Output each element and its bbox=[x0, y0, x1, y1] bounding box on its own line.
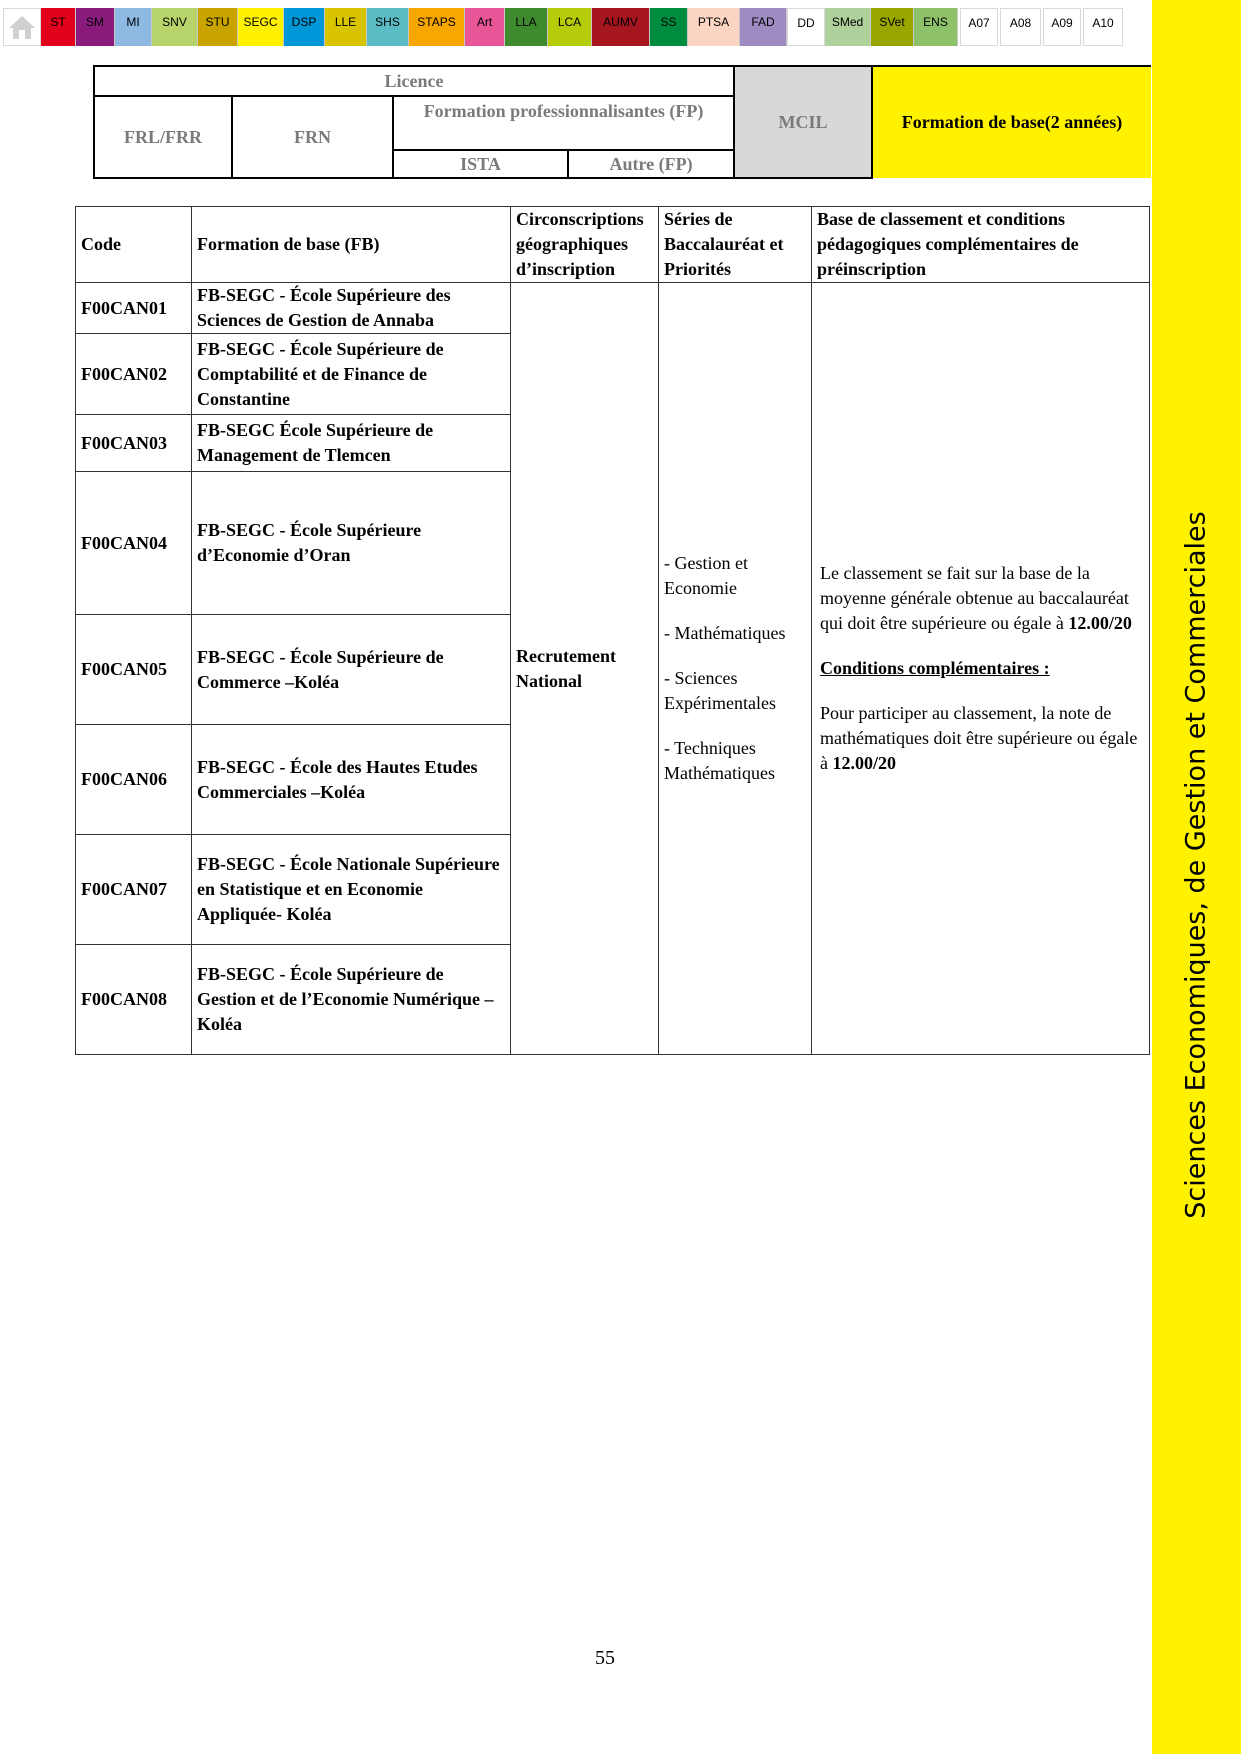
nav-tab-smed[interactable]: SMed bbox=[825, 8, 871, 46]
criteria-intro-paragraph bbox=[820, 561, 1144, 636]
ista-header: ISTA bbox=[393, 150, 568, 178]
table-header-row bbox=[76, 207, 1150, 283]
criteria-intro: Le classement se fait sur la base de la moyenne générale obtenue au baccalauréat qui doit être supérieure ou égale à bbox=[820, 563, 1129, 633]
nav-tab-ss[interactable]: SS bbox=[650, 8, 688, 46]
licence-header: Licence bbox=[94, 66, 734, 96]
nav-tab-art[interactable]: Art bbox=[465, 8, 505, 46]
nav-tab-dd[interactable]: DD bbox=[787, 8, 825, 46]
row-formation-name: FB-SEGC - École Supérieure de Commerce –Koléa bbox=[192, 615, 511, 725]
nav-tab-a10[interactable]: A10 bbox=[1083, 8, 1123, 46]
row-code: F00CAN01 bbox=[76, 283, 192, 334]
home-icon bbox=[7, 13, 37, 41]
conditions-paragraph bbox=[820, 701, 1144, 776]
row-formation-name: FB-SEGC - École des Hautes Etudes Commerciales –Koléa bbox=[192, 725, 511, 835]
nav-tab-mi[interactable]: MI bbox=[115, 8, 152, 46]
frn-header: FRN bbox=[232, 96, 393, 178]
nav-tab-fad[interactable]: FAD bbox=[740, 8, 787, 46]
nav-tab-st[interactable]: ST bbox=[41, 8, 76, 46]
page-number: 55 bbox=[595, 1647, 615, 1669]
frl-frr-header: FRL/FRR bbox=[94, 96, 232, 178]
table-row bbox=[76, 283, 1150, 334]
filiere-nav-bar bbox=[3, 8, 1123, 46]
series-item: - Gestion et Economie bbox=[664, 553, 748, 598]
row-formation-name: FB-SEGC - École Supérieure de Comptabilité et de Finance de Constantine bbox=[192, 334, 511, 415]
formation-base-header: Formation de base(2 années) bbox=[872, 66, 1151, 178]
series-item: - Techniques Mathématiques bbox=[664, 738, 775, 783]
conditions-title-paragraph bbox=[820, 656, 1144, 681]
series-item: - Sciences Expérimentales bbox=[664, 668, 776, 713]
row-code: F00CAN07 bbox=[76, 835, 192, 945]
row-code: F00CAN02 bbox=[76, 334, 192, 415]
circonscriptions-column-header: Circonscriptions géographiques d’inscription bbox=[511, 207, 659, 283]
nav-tab-segc[interactable]: SEGC bbox=[238, 8, 284, 46]
formation-table bbox=[75, 206, 1150, 1055]
nav-tab-dsp[interactable]: DSP bbox=[284, 8, 325, 46]
row-code: F00CAN03 bbox=[76, 415, 192, 472]
side-banner-title: Sciences Economiques, de Gestion et Commerciales bbox=[1180, 511, 1212, 1219]
side-banner bbox=[1152, 0, 1241, 1754]
nav-tab-ptsa[interactable]: PTSA bbox=[688, 8, 740, 46]
mcil-header: MCIL bbox=[734, 66, 872, 178]
autre-fp-header: Autre (FP) bbox=[568, 150, 734, 178]
criteria-threshold-2: 12.00/20 bbox=[832, 753, 897, 773]
code-column-header: Code bbox=[76, 207, 192, 283]
nav-tab-staps[interactable]: STAPS bbox=[409, 8, 465, 46]
nav-tab-lca[interactable]: LCA bbox=[548, 8, 592, 46]
series-cell bbox=[659, 283, 812, 1055]
row-code: F00CAN06 bbox=[76, 725, 192, 835]
conditions-text: Pour participer au classement, la note de mathématiques doit être supérieure ou égale à bbox=[820, 703, 1138, 773]
row-formation-name: FB-SEGC École Supérieure de Management de Tlemcen bbox=[192, 415, 511, 472]
row-code: F00CAN05 bbox=[76, 615, 192, 725]
row-code: F00CAN08 bbox=[76, 945, 192, 1055]
row-formation-name: FB-SEGC - École Nationale Supérieure en Statistique et en Economie Appliquée- Koléa bbox=[192, 835, 511, 945]
nav-tab-svet[interactable]: SVet bbox=[871, 8, 914, 46]
nav-tab-lle[interactable]: LLE bbox=[325, 8, 367, 46]
formation-type-header bbox=[93, 65, 1151, 179]
recrutement-cell: Recrutement National bbox=[511, 283, 659, 1055]
conditions-title: Conditions complémentaires : bbox=[820, 658, 1050, 678]
series-item: - Mathématiques bbox=[664, 623, 786, 643]
fp-header: Formation professionnalisantes (FP) bbox=[393, 96, 734, 150]
criteria-threshold-1: 12.00/20 bbox=[1068, 613, 1132, 633]
base-column-header: Base de classement et conditions pédagogiques complémentaires de préinscription bbox=[812, 207, 1150, 283]
nav-tab-sm[interactable]: SM bbox=[76, 8, 115, 46]
nav-tab-a08[interactable]: A08 bbox=[1000, 8, 1041, 46]
nav-tab-stu[interactable]: STU bbox=[198, 8, 238, 46]
formation-column-header: Formation de base (FB) bbox=[192, 207, 511, 283]
row-formation-name: FB-SEGC - École Supérieure de Gestion et de l’Economie Numérique –Koléa bbox=[192, 945, 511, 1055]
nav-tab-a07[interactable]: A07 bbox=[960, 8, 998, 46]
row-formation-name: FB-SEGC - École Supérieure d’Economie d’Oran bbox=[192, 472, 511, 615]
nav-tab-lla[interactable]: LLA bbox=[505, 8, 548, 46]
nav-tab-a09[interactable]: A09 bbox=[1043, 8, 1081, 46]
criteria-cell bbox=[812, 283, 1150, 1055]
nav-tab-ens[interactable]: ENS bbox=[914, 8, 958, 46]
series-column-header: Séries de Baccalauréat et Priorités bbox=[659, 207, 812, 283]
row-code: F00CAN04 bbox=[76, 472, 192, 615]
row-formation-name: FB-SEGC - École Supérieure des Sciences de Gestion de Annaba bbox=[192, 283, 511, 334]
nav-tab-snv[interactable]: SNV bbox=[152, 8, 198, 46]
home-button[interactable] bbox=[3, 8, 41, 46]
nav-tab-shs[interactable]: SHS bbox=[367, 8, 409, 46]
nav-tab-aumv[interactable]: AUMV bbox=[592, 8, 650, 46]
